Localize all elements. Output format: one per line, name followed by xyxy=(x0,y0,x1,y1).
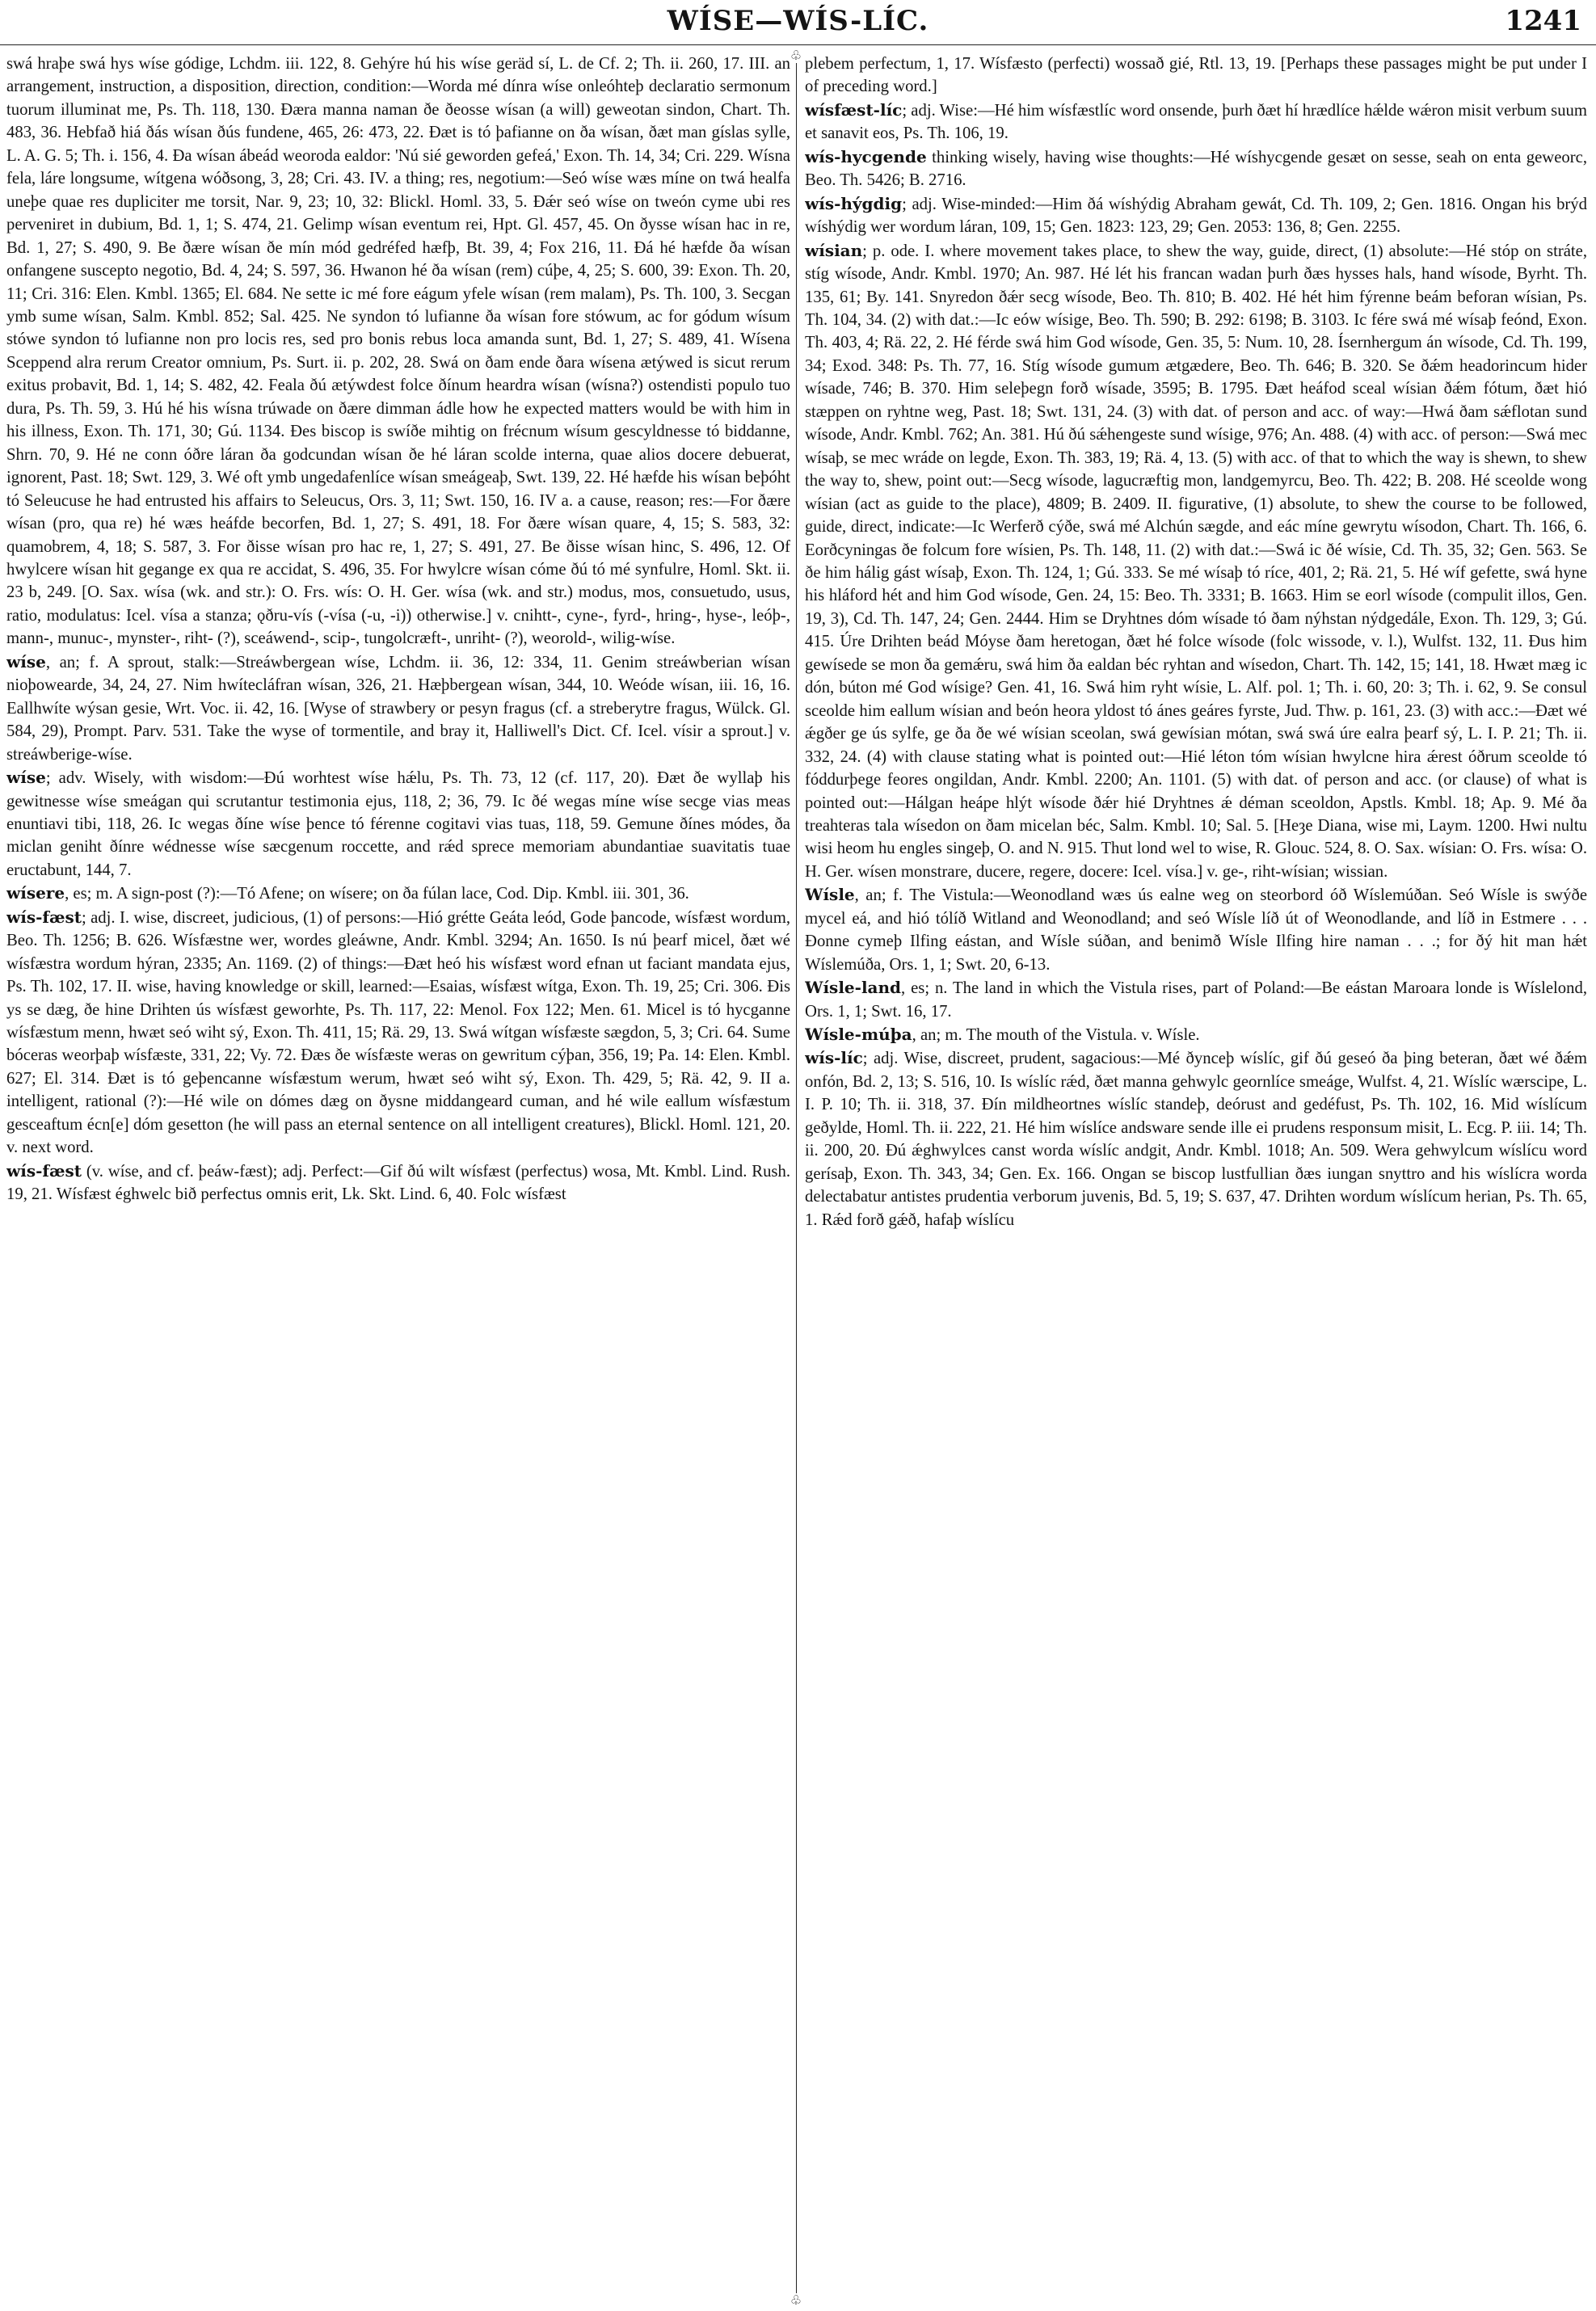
entry-text: ; adj. Wise, discreet, prudent, sagacious:—Mé ðynceþ wíslíc, gif ðú geseó ða þing beteran, ðæt wé ðǽm onfón, Bd. 2, 13; S. 516, 10. Is wíslíc rǽd, ðæt manna gehwylc geornlíce smeáge, Wulfst. 4, 21. Wíslíc wærscipe, L. I. P. 10; Th. ii. 318, 37. Ðín mildheortnes wíslíc standeþ, deórust and gedéfust, Ps. Th. 102, 16. Mid wíslícum geðylde, Homl. Th. ii. 222, 21. Hé him wíslíce andsware sende ille ei prudens responsum misit, L. Ecg. P. iii. 14; Th. ii. 200, 20. Ðú ǽghwylces canst worda wíslíc andgit, Andr. Kmbl. 1018; An. 509. Wera gehwylcum wíslícu word gerísaþ, Exon. Th. 343, 34; Gen. Ex. 166. Ongan se biscop lustfullian ðæs iungan snyttro and his wíslícra worda delectabatur antistes prudentia verborum juvenis, Bd. 5, 19; S. 637, 47. Drihten wordum wíslícum herian, Ps. Th. 65, 1. Rǽd forð gǽð, hafaþ wíslícu xyxy=(805,1050,1587,1229)
header-rule xyxy=(0,44,1596,45)
entry-headword: Wísle xyxy=(805,885,855,905)
dictionary-entry xyxy=(6,1160,790,1206)
entry-headword: wíse xyxy=(6,768,46,788)
entry-headword: wísere xyxy=(6,883,65,903)
entry-text: , es; m. A sign-post (?):—Tó Afene; on wísere; on ða fúlan lace, Cod. Dip. Kmbl. iii. 301, 36. xyxy=(65,885,689,903)
column-rule xyxy=(796,53,797,2300)
entry-text: , es; n. The land in which the Vistula rises, part of Poland:—Be eástan Maroara londe is Wíslelond, Ors. 1, 1; Swt. 16, 17. xyxy=(805,979,1587,1021)
entry-headword: wís-fæst xyxy=(6,1160,82,1181)
dictionary-entry xyxy=(6,882,790,905)
dictionary-entry xyxy=(805,99,1587,145)
entry-headword: wíse xyxy=(6,651,46,671)
entry-text: , an; f. The Vistula:—Weonodland wæs ús ealne weg on steorbord óð Wíslemúðan. Seó Wísle is swýðe mycel eá, and hió tólíð Witland and Weonodland; and seó Wísle líð út of Weonodlande, and líð in Estmere . . . Ðonne cymeþ Ilfing eástan, and Wísle súðan, and benimð Wísle Ilfing hire naman . . .; for ðý hit man hǽt Wíslemúða, Ors. 1, 1; Swt. 20, 6-13. xyxy=(805,886,1587,974)
page-number: 1241 xyxy=(1505,5,1581,37)
entry-text: ; adj. I. wise, discreet, judicious, (1) of persons:—Hió grétte Geáta leód, Gode þancode, wísfæst wordum, Beo. Th. 1256; B. 626. Wísfæstne wer, wordes gleáwne, Andr. Kmbl. 3294; An. 1650. Is nú þearf micel, ðæt wé wísfæstra wordum hýran, 2335; An. 1169. (2) of things:—Ðæt heó his wísfæst word efnan ut faciant mandata ejus, Ps. Th. 102, 17. II. wise, having knowledge or skill, learned:—Esaias, wísfæst wítga, Exon. Th. 19, 25; Cri. 306. Ðis ys se dæg, ðe hine Drihten ús wísfæst geworhte, Ps. Th. 117, 22: Menol. Fox 122; Men. 61. Micel is tó hycganne wísfæstum menn, hwæt seó wiht sý, Exon. Th. 411, 15; Rä. 29, 13. Swá wítgan wísfæste sægdon, 5, 3; Cri. 64. Sume bóceras weorþaþ wísfæste, 331, 22; Vy. 72. Ðæs ðe wísfæste weras on gewritum cýþan, 356, 19; Pa. 14: Elen. Kmbl. 627; El. 314. Ðæt is tó geþencanne wísfæstum werum, hwæt seó wiht sý, Exon. Th. 429, 5; Rä. 42, 9. II a. intelligent, rational (?):—Hé wile on dómes dæg on ðysne middangeard cuman, and hé wile eallum wísfæstum gesceaftum écn[e] dóm gesetton (he will pass an eternal sentence on all intelligent creatures), Blickl. Homl. 121, 20. v. next word. xyxy=(6,908,790,1157)
dictionary-entry xyxy=(805,1023,1587,1046)
dictionary-entry xyxy=(6,52,790,650)
entry-headword: Wísle-múþa xyxy=(805,1025,912,1045)
rule-ornament-bottom: ♧ xyxy=(790,2292,802,2308)
dictionary-entry xyxy=(805,883,1587,976)
dictionary-entry xyxy=(805,145,1587,192)
entry-headword: Wísle-land xyxy=(805,978,902,998)
entry-headword: wís-líc xyxy=(805,1048,863,1068)
entry-text: ; adj. Wise-minded:—Him ðá wíshýdig Abraham gewát, Cd. Th. 109, 2; Gen. 1816. Ongan his brýd wíshýdig wer wordum láran, 109, 15; Gen. 1823: 123, 29; Gen. 2053: 136, 8; Gen. 2255. xyxy=(805,195,1587,237)
entry-headword: wísian xyxy=(805,240,863,260)
page-header xyxy=(0,0,1596,50)
entry-headword: wís-hycgende xyxy=(805,146,927,166)
right-column xyxy=(805,52,1587,2303)
entry-text: ; adj. Wise:—Hé him wísfæstlíc word onsende, þurh ðæt hí hrædlíce hǽlde wǽron misit verbum suum et sanavit eos, Ps. Th. 106, 19. xyxy=(805,101,1587,143)
rule-ornament-top: ♧ xyxy=(790,48,802,63)
running-head: WÍSE—WÍS-LÍC. xyxy=(667,5,929,37)
entry-text: swá hraþe swá hys wíse gódige, Lchdm. iii. 122, 8. Gehýre hú his wíse geräd sí, L. de Cf. 2; Th. ii. 260, 17. III. an arrangement, instruction, a disposition, direction, condition:—Worda mé dínra wíse onleóhteþ declaratio sermonum tuorum illuminat me, Ps. Th. 118, 130. Ðæra manna naman ðe ðeosse wísan (a will) geweotan sindon, Chart. Th. 483, 36. Hebfað hiá ðás wísan ðús fundene, 465, 26: 473, 22. Ðæt is tó þafianne on ða wísan, ðæt man gíslas sylle, L. A. G. 5; Th. i. 156, 4. Ða wísan ábeád weoroda ealdor: 'Nú sié geworden gefeá,' Exon. Th. 14, 34; Cri. 229. Wísna fela, láre longsume, wítgena wóðsong, 3, 28; Cri. 43. IV. a thing; res, negotium:—Seó wíse wæs míne on twá healfa uneþe quae res dupliciter me torsit, Nar. 9, 23; 10, 32: Blickl. Homl. 33, 5. Ðǽr seó wíse on tweón cyme ubi res perveniret in dubium, Bd. 1, 1; S. 474, 21. Gelimp wísan eventum rei, Hpt. Gl. 457, 45. On ðysse wísan hac in re, Bd. 1, 27; S. 490, 9. Be ðære wísan ðe mín mód gedréfed hæfþ, Bt. 39, 4; Fox 216, 11. Ðá hé hæfde ða wísan onfangene suscepto negotio, Bd. 4, 24; S. 597, 36. Hwanon hé ða wísan (rem) cúþe, 4, 25; S. 600, 39: Exon. Th. 20, 11; Cri. 316: Elen. Kmbl. 1365; El. 684. Ne sette ic mé fore eágum yfele wísan (rem malam), Ps. Th. 100, 3. Secgan ymb sume wísan, Salm. Kmbl. 852; Sal. 425. Ne syndon tó lufianne ða wísan fore stówum, ac for gódum wísum stówe syndon tó lufianne non pro locis res, sed pro bonis rebus loca amanda sunt, Bd. 1, 27; S. 489, 41. Wísena Sceppend alra rerum Creator omnium, Ps. Surt. ii. p. 202, 28. Swá on ðam ende ðara wísena ætýwed is sicut rerum exitus probavit, Bd. 1, 14; S. 482, 42. Feala ðú ætýwdest folce ðínum heardra wísan (wísna?) ostendisti populo tuo dura, Ps. Th. 59, 3. Hú hé his wísna trúwade on ðære dimman ádle how he expected matters would be with him in his illness, Exon. Th. 171, 30; Gú. 1134. Ðes biscop is swíðe mihtig on frécnum wísum gescyldnesse tó biddanne, Shrn. 70, 9. Hé ne conn óðre láran ða godcundan wísan ðe hé láran scolde interna, quae alios docere debuerat, ignorent, Past. 18; Swt. 129, 3. Wé oft ymb ungedafenlíce wísan smeágeaþ, Swt. 139, 22. Hé hæfde his wísan beþóht tó Seleucuse he had entrusted his affairs to Seleucus, Ors. 3, 11; Swt. 150, 16. IV a. a cause, reason; res:—For ðære wísan (pro, qua re) hé wæs heáfde becorfen, Bd. 1, 27; S. 491, 18. For ðære wísan quare, 4, 15; S. 583, 32: quamobrem, 4, 18; S. 587, 3. For ðisse wísan pro hac re, 1, 27; S. 491, 27. Be ðisse wísan hinc, S. 496, 12. Of hwylcere wísan hit gegange ex qua re accidat, S. 496, 35. For hwylcre wísan cóme ðú tó mé synfulre, Homl. Skt. ii. 23 b, 249. [O. Sax. wísa (wk. and str.): O. Frs. wís: O. H. Ger. wísa (wk. and str.) modus, mos, consuetudo, usus, ratio, modulatus: Icel. vísa a stanza; ǫðru-vís (-vísa (-u, -i)) otherwise.] v. cnihtt-, cyne-, fyrd-, hring-, hyse-, leóþ-, mann-, munuc-, mynster-, riht- (?), sceáwend-, scip-, tungolcræft-, unriht- (?), weorold-, wilig-wíse. xyxy=(6,55,790,648)
dictionary-entry xyxy=(6,906,790,1160)
entry-headword: wísfæst-líc xyxy=(805,99,903,120)
dictionary-entry xyxy=(6,650,790,766)
dictionary-entry xyxy=(805,239,1587,884)
left-column xyxy=(6,52,790,2303)
entry-text: plebem perfectum, 1, 17. Wísfæsto (perfecti) wossað gié, Rtl. 13, 19. [Perhaps these passages might be put under I of preceding word.] xyxy=(805,55,1587,96)
entry-text: thinking wisely, having wise thoughts:—Hé wíshycgende gesæt on sesse, seah on enta geweorc, Beo. Th. 5426; B. 2716. xyxy=(805,148,1587,190)
entry-text: , an; f. A sprout, stalk:—Streáwbergean wíse, Lchdm. ii. 36, 12: 334, 11. Genim streáwberian wísan nioþowearde, 34, 24, 27. Nim hwítecláfran wísan, 326, 21. Hæþbergean wísan, 344, 10. Weóde wísan, iii. 16, 16. Eallhwíte wýsan gesie, Wrt. Voc. ii. 42, 16. [Wyse of strawbery or pesyn fragus (cf. a streberytre fragus, Wülck. Gl. 584, 29), Prompt. Parv. 531. Take the wyse of tormentile, and bray it, Halliwell's Dict. Cf. Icel. vísir a sprout.] v. streáwberige-wíse. xyxy=(6,653,790,764)
dictionary-entry xyxy=(805,192,1587,239)
entry-text: ; adv. Wisely, with wisdom:—Ðú worhtest wíse hǽlu, Ps. Th. 73, 12 (cf. 117, 20). Ðæt ðe wyllaþ his gewitnesse wíse smeágan qui scrutantur testimonia ejus, 118, 2; 36, 79. Ic ðé wegas míne wíse secge vias meas enuntiavi tibi, 118, 26. Ic wegas ðíne wíse þence tó férenne cogitavi vias tuas, 118, 59. Gemune ðínes módes, ða miclan geniht ðínre wédnesse wíse sæcgenum roccette, and rǽd sprece memoriam abundantiae suavitatis tuae eructabunt, 144, 7. xyxy=(6,769,790,879)
entry-headword: wís-hýgdig xyxy=(805,193,903,213)
entry-headword: wís-fæst xyxy=(6,907,82,927)
dictionary-entry xyxy=(805,1046,1587,1231)
dictionary-entry xyxy=(805,52,1587,99)
entry-text: , an; m. The mouth of the Vistula. v. Wísle. xyxy=(912,1026,1200,1045)
entry-text: ; p. ode. I. where movement takes place, to shew the way, guide, direct, (1) absolute:—Hé stóp on stráte, stíg wísode, Andr. Kmbl. 1970; An. 987. Hé lét his francan wadan þurh ðæs hysses hals, hand wísode, Byrht. Th. 135, 61; By. 141. Snyredon ðǽr secg wísode, Beo. Th. 810; B. 402. Hé hét him fýrenne beám beforan wísian, Ps. Th. 104, 34. (2) with dat.:—Ic eów wísige, Beo. Th. 590; B. 292: 6198; B. 3103. Ic fére swá mé wísaþ feónd, Exon. Th. 403, 4; Rä. 22, 2. Hé férde swá him God wísode, Gen. 35, 5: Num. 10, 28. Ísernhergum án wísode, Cd. Th. 199, 34; Exod. 348: Ps. Th. 77, 16. Stíg wísode gumum ætgædere, Beo. Th. 646; B. 320. Se ðǽm headorincum hider wísade, 746; B. 370. Him seleþegn forð wísade, 3595; B. 1795. Ðæt heáfod sceal wísian ðǽm fótum, ðæt hió stæppen on ryhtne weg, Past. 18; Swt. 131, 24. (3) with dat. of person and acc. of way:—Hwá ðam sǽflotan sund wísode, Andr. Kmbl. 762; An. 381. Hú ðú sǽhengeste sund wísige, 976; An. 488. (4) with acc. of person:—Swá mec wísaþ, se mec wráde on legde, Exon. Th. 383, 19; Rä. 4, 13. (5) with acc. of that to which the way is shewn, to shew the way to, shew, point out:—Secg wísode, lagucræftig mon, landgemyrcu, Beo. Th. 422; B. 208. Hé sceolde wong wísian (act as guide to the place), 4809; B. 2409. II. figurative, (1) absolute, to shew the course to be followed, guide, direct, indicate:—Ic Werferð cýðe, swá mé Alchún sægde, and eác míne gewrytu wísodon, Chart. Th. 166, 6. Eorðcyningas ðe folcum fore wísien, Ps. Th. 148, 11. (2) with dat.:—Swá ic ðé wísie, Cd. Th. 35, 32; Gen. 563. Se ðe him hálig gást wísaþ, Exon. Th. 124, 1; Gú. 333. Se mé wísaþ tó ríce, 401, 2; Rä. 21, 5. Hé wíf gefette, swá hyne his hláford hét and him God wísode, Gen. 24, 15: Beo. Th. 3331; B. 1663. Him se eorl wísode (compulit illos, Gen. 19, 3), Cd. Th. 147, 24; Gen. 2444. Him se Dryhtnes dóm wísade tó ðam nýhstan nýdgedále, Exon. Th. 129, 3; Gú. 415. Úre Drihten beád Móyse ðam heretogan, ðæt hé folce wísode (folc wissode, v. l.), Wulfst. 132, 11. Ðus him gewísede se mon ða gemǽru, swá him ða ealdan béc ryhtan and wísedon, Chart. Th. 142, 15; 141, 18. Hwæt mæg ic dón, búton mé God wísige? Gen. 41, 16. Swá him ryht wísie, L. Alf. pol. 1; Th. i. 60, 20: 3; Th. i. 62, 9. Se consul sceolde him eallum wísian and beón heora yldost tó ánes geáres fyrste, Jud. Thw. p. 161, 23. (3) with acc.:—Ðæt wé ǽgðer ge ús sylfe, ge ða ðe wé wísian sceolan, swá gewísian mótan, swá swá úre ealra þearf sý, L. I. P. 21; Th. ii. 332, 24. (4) with clause stating what is pointed out:—Hié léton tóm wísian hwylcne hira ǽrest óðrum sceolde tó fóddurþege feores ongildan, Andr. Kmbl. 2200; An. 1101. (5) with dat. of person and acc. (or clause) of what is pointed out:—Hálgan heápe hlýt wísode ðǽr hié Dryhtnes ǽ déman sceoldon, Apstls. Kmbl. 18; Ap. 9. Mé ða treahteras tala wísedon on ðam micelan béc, Salm. Kmbl. 10; Sal. 5. [Heȝe Diana, wise mi, Laym. 1200. Hwi nultu wisi heom hu engles singeþ, O. and N. 915. Thut lond wel to wise, R. Glouc. 524, 8. O. Sax. wísian: O. Frs. wísa: O. H. Ger. wísen monstrare, ducere, regere, docere: Icel. vísa.] v. ge-, riht-wísian; wissian. xyxy=(805,242,1587,881)
dictionary-entry xyxy=(805,976,1587,1023)
dictionary-entry xyxy=(6,766,790,882)
entry-text: (v. wíse, and cf. þeáw-fæst); adj. Perfect:—Gif ðú wilt wísfæst (perfectus) wosa, Mt. Kmbl. Lind. Rush. 19, 21. Wísfæst éghwelc bið perfectus omnis erit, Lk. Skt. Lind. 6, 40. Folc wísfæst xyxy=(6,1162,790,1204)
